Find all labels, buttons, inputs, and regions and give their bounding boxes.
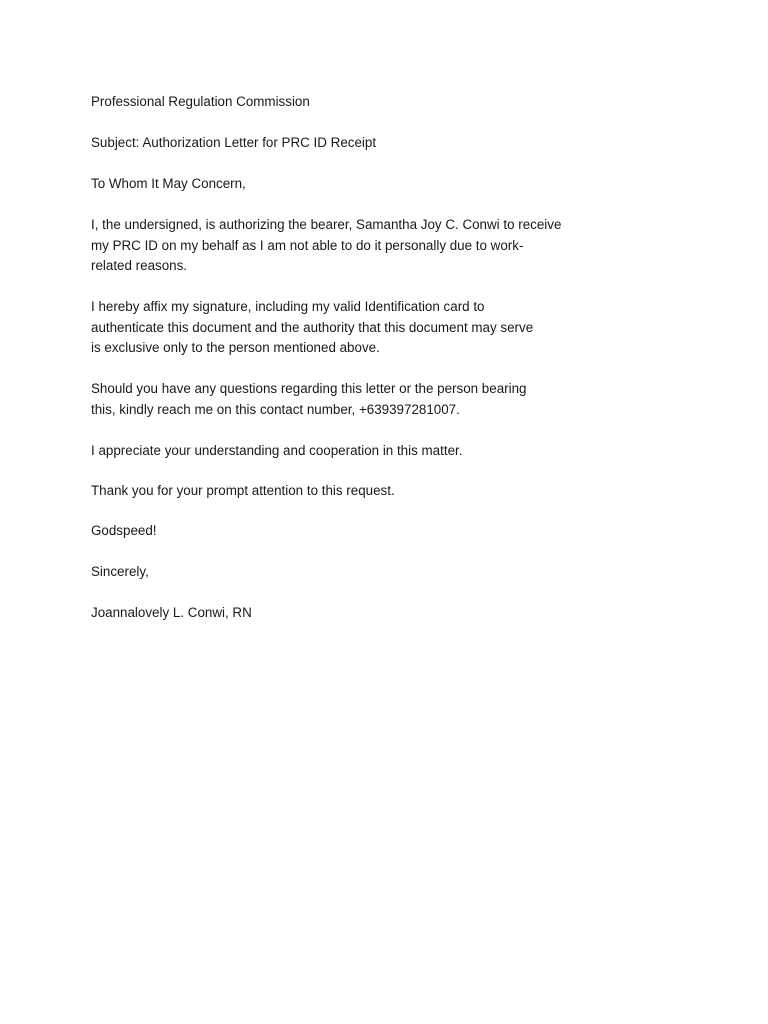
signature-paragraph: I hereby affix my signature, including my valid Identification card to authenticate this document and the authority that this document may serve is exclusive only to the person mentioned above. xyxy=(91,299,534,355)
godspeed-line: Godspeed! xyxy=(91,522,157,538)
contact-paragraph: Should you have any questions regarding this letter or the person bearing this, kindly reach me on this contact number, +639397281007. xyxy=(91,381,527,417)
appreciation-paragraph: I appreciate your understanding and cooperation in this matter. xyxy=(91,442,463,458)
subject-line: Subject: Authorization Letter for PRC ID Receipt xyxy=(91,135,377,150)
letter-body xyxy=(91,92,591,644)
signatory-name: Joannalovely L. Conwi, RN xyxy=(91,604,252,620)
salutation: To Whom It May Concern, xyxy=(91,176,246,191)
thanks-paragraph: Thank you for your prompt attention to this request. xyxy=(91,482,395,498)
closing-line: Sincerely, xyxy=(91,563,149,579)
recipient-line: Professional Regulation Commission xyxy=(91,94,310,109)
authorization-paragraph: I, the undersigned, is authorizing the bearer, Samantha Joy C. Conwi to receive my PRC ID on my behalf as I am not able to do it personally due to work- related reasons. xyxy=(91,217,562,273)
